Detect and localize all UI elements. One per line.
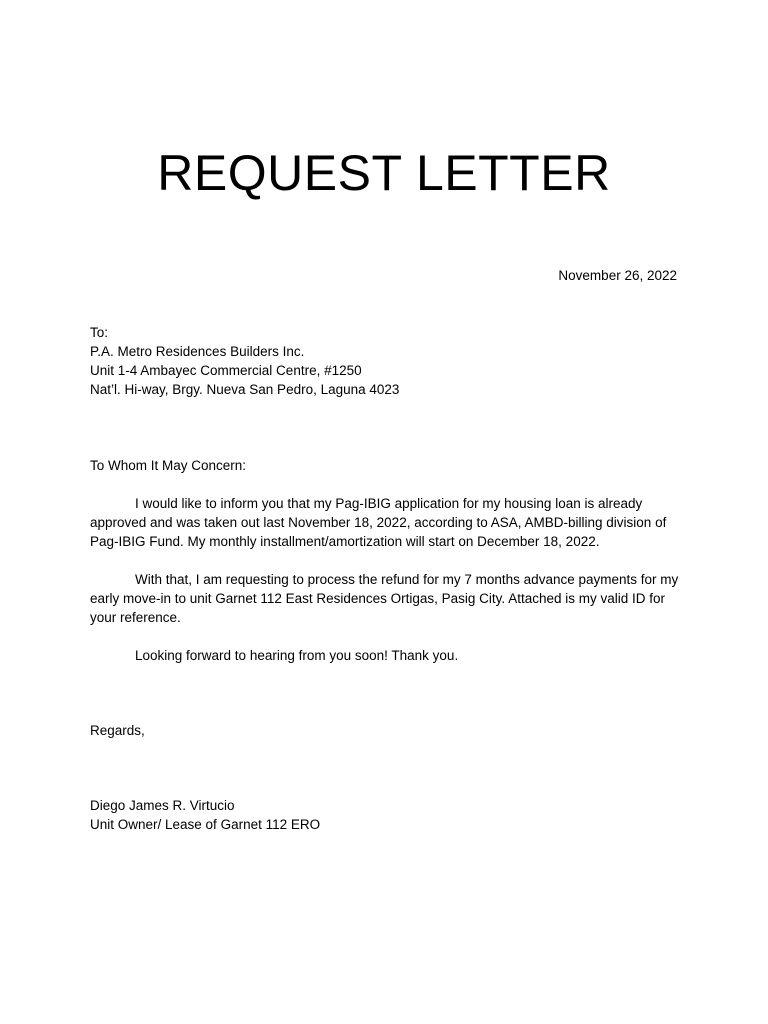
- page-title: REQUEST LETTER: [157, 145, 611, 201]
- recipient-line: Nat’l. Hi-way, Brgy. Nueva San Pedro, Laguna 4023: [90, 382, 400, 397]
- signature-position: Unit Owner/ Lease of Garnet 112 ERO: [90, 817, 321, 832]
- signature-block: [90, 796, 680, 834]
- recipient-to-label: To:: [90, 325, 109, 340]
- paragraph: With that, I am requesting to process the refund for my 7 months advance payments for my early move-in to unit Garnet 112 East Residences Ortigas, Pasig City. Attached is my valid ID for your reference.: [90, 572, 679, 625]
- recipient-line: P.A. Metro Residences Builders Inc.: [90, 344, 305, 359]
- closing: Regards,: [90, 723, 145, 738]
- recipient-line: Unit 1-4 Ambayec Commercial Centre, #1250: [90, 363, 362, 378]
- paragraph: Looking forward to hearing from you soon! Thank you.: [135, 648, 459, 663]
- salutation: To Whom It May Concern:: [90, 458, 247, 473]
- recipient-block: [90, 323, 680, 399]
- paragraph: I would like to inform you that my Pag-IBIG application for my housing loan is already approved and was taken out last November 18, 2022, according to ASA, AMBD-billing division of Pag-IBIG Fund. My monthly installment/amortization will start on December 18, 2022.: [90, 496, 667, 549]
- signature-name: Diego James R. Virtucio: [90, 798, 235, 813]
- letter-date: November 26, 2022: [558, 268, 677, 283]
